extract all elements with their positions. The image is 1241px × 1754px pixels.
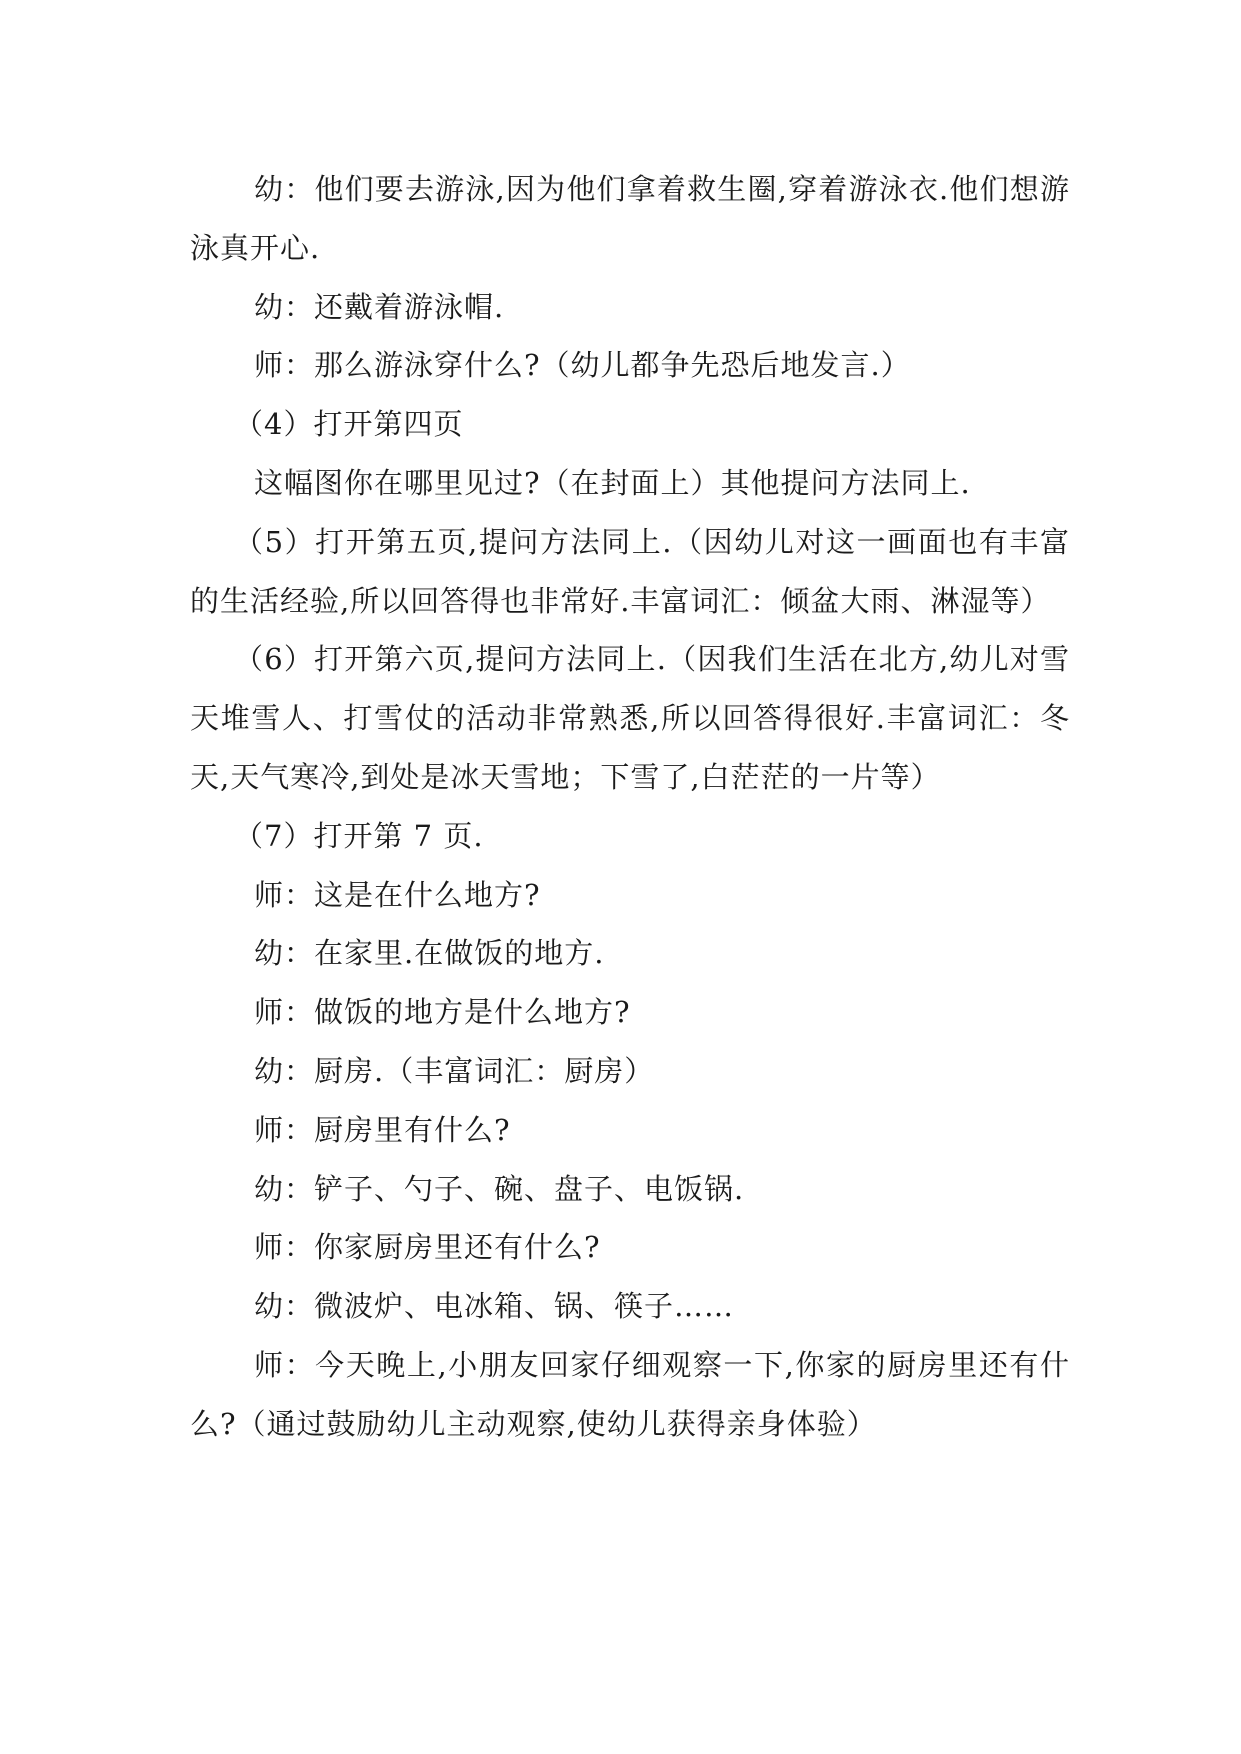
paragraph: 幼：他们要去游泳,因为他们拿着救生圈,穿着游泳衣.他们想游泳真开心. [190, 172, 1070, 265]
paragraph: 幼：微波炉、电冰箱、锅、筷子…… [254, 1289, 735, 1324]
paragraph: 师：厨房里有什么? [254, 1112, 511, 1147]
paragraph: 师：那么游泳穿什么?（幼儿都争先恐后地发言.） [254, 348, 911, 383]
paragraph: （5）打开第五页,提问方法同上.（因幼儿对这一画面也有丰富的生活经验,所以回答得也非常好.丰富词汇：倾盆大雨、淋湿等） [190, 524, 1070, 618]
paragraph: 幼：厨房.（丰富词汇：厨房） [254, 1053, 655, 1088]
paragraph: （7）打开第 7 页. [234, 818, 484, 853]
paragraph: 师：这是在什么地方? [254, 877, 541, 912]
paragraph: （6）打开第六页,提问方法同上.（因我们生活在北方,幼儿对雪天堆雪人、打雪仗的活动非常熟悉,所以回答得很好.丰富词汇：冬天,天气寒冷,到处是冰天雪地；下雪了,白茫茫的一片等） [190, 642, 1070, 794]
paragraph: 师：做饭的地方是什么地方? [254, 995, 631, 1030]
paragraph: 这幅图你在哪里见过?（在封面上）其他提问方法同上. [254, 465, 971, 500]
document-body [190, 160, 1070, 1454]
paragraph: 幼：在家里.在做饭的地方. [254, 936, 605, 971]
paragraph: 师：今天晚上,小朋友回家仔细观察一下,你家的厨房里还有什么?（通过鼓励幼儿主动观察,使幼儿获得亲身体验） [190, 1347, 1070, 1441]
paragraph: （4）打开第四页 [234, 407, 464, 442]
paragraph: 师：你家厨房里还有什么? [254, 1230, 601, 1265]
paragraph: 幼：铲子、勺子、碗、盘子、电饭锅. [254, 1171, 745, 1206]
paragraph: 幼：还戴着游泳帽. [254, 289, 505, 324]
